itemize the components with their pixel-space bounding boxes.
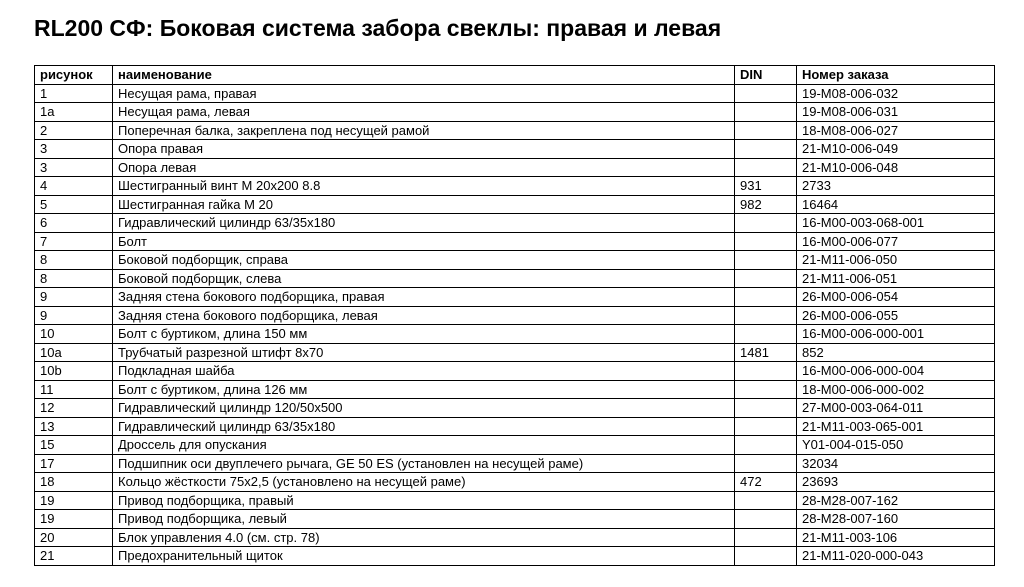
cell-name: Кольцо жёсткости 75x2,5 (установлено на несущей раме) bbox=[113, 473, 735, 492]
column-header-figure: рисунок bbox=[35, 66, 113, 85]
cell-name: Блок управления 4.0 (см. стр. 78) bbox=[113, 528, 735, 547]
cell-name: Задняя стена бокового подборщика, левая bbox=[113, 306, 735, 325]
table-row bbox=[35, 491, 995, 510]
cell-name: Подкладная шайба bbox=[113, 362, 735, 381]
cell-order-number: 21-M11-006-050 bbox=[797, 251, 995, 270]
table-row bbox=[35, 195, 995, 214]
table-row bbox=[35, 454, 995, 473]
cell-order-number: 16-M00-006-077 bbox=[797, 232, 995, 251]
cell-din bbox=[735, 325, 797, 344]
cell-order-number: Y01-004-015-050 bbox=[797, 436, 995, 455]
cell-order-number: 16-M00-006-000-004 bbox=[797, 362, 995, 381]
cell-din: 931 bbox=[735, 177, 797, 196]
cell-order-number: 32034 bbox=[797, 454, 995, 473]
cell-din bbox=[735, 306, 797, 325]
cell-din: 472 bbox=[735, 473, 797, 492]
cell-figure: 11 bbox=[35, 380, 113, 399]
cell-name: Трубчатый разрезной штифт 8x70 bbox=[113, 343, 735, 362]
cell-order-number: 21-M10-006-049 bbox=[797, 140, 995, 159]
column-header-din: DIN bbox=[735, 66, 797, 85]
cell-figure: 1 bbox=[35, 84, 113, 103]
cell-order-number: 19-M08-006-032 bbox=[797, 84, 995, 103]
cell-din bbox=[735, 491, 797, 510]
cell-figure: 3 bbox=[35, 158, 113, 177]
cell-name: Опора левая bbox=[113, 158, 735, 177]
cell-figure: 6 bbox=[35, 214, 113, 233]
table-row bbox=[35, 528, 995, 547]
cell-din bbox=[735, 399, 797, 418]
cell-order-number: 16464 bbox=[797, 195, 995, 214]
table-row bbox=[35, 103, 995, 122]
cell-din bbox=[735, 288, 797, 307]
cell-din bbox=[735, 158, 797, 177]
cell-order-number: 26-M00-006-055 bbox=[797, 306, 995, 325]
cell-name: Шестигранный винт М 20x200 8.8 bbox=[113, 177, 735, 196]
cell-figure: 19 bbox=[35, 510, 113, 529]
cell-figure: 5 bbox=[35, 195, 113, 214]
table-row bbox=[35, 473, 995, 492]
cell-din: 1481 bbox=[735, 343, 797, 362]
cell-order-number: 21-M11-003-065-001 bbox=[797, 417, 995, 436]
cell-figure: 10a bbox=[35, 343, 113, 362]
column-header-order-number: Номер заказа bbox=[797, 66, 995, 85]
cell-order-number: 27-M00-003-064-011 bbox=[797, 399, 995, 418]
cell-name: Болт с буртиком, длина 126 мм bbox=[113, 380, 735, 399]
cell-din bbox=[735, 362, 797, 381]
table-row bbox=[35, 140, 995, 159]
cell-name: Дроссель для опускания bbox=[113, 436, 735, 455]
cell-figure: 9 bbox=[35, 288, 113, 307]
cell-figure: 13 bbox=[35, 417, 113, 436]
cell-figure: 9 bbox=[35, 306, 113, 325]
cell-din bbox=[735, 380, 797, 399]
cell-order-number: 28-M28-007-162 bbox=[797, 491, 995, 510]
cell-din bbox=[735, 251, 797, 270]
page-title: RL200 СФ: Боковая система забора свеклы: правая и левая bbox=[34, 15, 722, 41]
cell-name: Несущая рама, правая bbox=[113, 84, 735, 103]
table-body bbox=[35, 84, 995, 565]
table-row bbox=[35, 547, 995, 566]
cell-din bbox=[735, 454, 797, 473]
cell-figure: 2 bbox=[35, 121, 113, 140]
cell-name: Привод подборщика, правый bbox=[113, 491, 735, 510]
table-row bbox=[35, 232, 995, 251]
cell-din bbox=[735, 84, 797, 103]
cell-din bbox=[735, 232, 797, 251]
cell-order-number: 2733 bbox=[797, 177, 995, 196]
cell-din bbox=[735, 417, 797, 436]
cell-din bbox=[735, 214, 797, 233]
table-row bbox=[35, 214, 995, 233]
table-row bbox=[35, 177, 995, 196]
cell-name: Шестигранная гайка М 20 bbox=[113, 195, 735, 214]
cell-name: Поперечная балка, закреплена под несущей рамой bbox=[113, 121, 735, 140]
table-row bbox=[35, 306, 995, 325]
cell-figure: 17 bbox=[35, 454, 113, 473]
cell-name: Болт с буртиком, длина 150 мм bbox=[113, 325, 735, 344]
table-row bbox=[35, 399, 995, 418]
cell-name: Подшипник оси двуплечего рычага, GE 50 ES (установлен на несущей раме) bbox=[113, 454, 735, 473]
cell-order-number: 21-M11-006-051 bbox=[797, 269, 995, 288]
cell-name: Боковой подборщик, слева bbox=[113, 269, 735, 288]
cell-figure: 1a bbox=[35, 103, 113, 122]
parts-table bbox=[34, 65, 995, 566]
cell-order-number: 28-M28-007-160 bbox=[797, 510, 995, 529]
cell-order-number: 18-M00-006-000-002 bbox=[797, 380, 995, 399]
cell-order-number: 18-M08-006-027 bbox=[797, 121, 995, 140]
column-header-name: наименование bbox=[113, 66, 735, 85]
table-row bbox=[35, 84, 995, 103]
cell-name: Несущая рама, левая bbox=[113, 103, 735, 122]
cell-din bbox=[735, 140, 797, 159]
cell-figure: 10b bbox=[35, 362, 113, 381]
cell-figure: 18 bbox=[35, 473, 113, 492]
cell-order-number: 23693 bbox=[797, 473, 995, 492]
cell-din bbox=[735, 121, 797, 140]
cell-order-number: 26-M00-006-054 bbox=[797, 288, 995, 307]
cell-figure: 21 bbox=[35, 547, 113, 566]
cell-figure: 10 bbox=[35, 325, 113, 344]
table-header-row bbox=[35, 66, 995, 85]
cell-figure: 3 bbox=[35, 140, 113, 159]
table-row bbox=[35, 510, 995, 529]
cell-order-number: 16-M00-006-000-001 bbox=[797, 325, 995, 344]
cell-order-number: 21-M10-006-048 bbox=[797, 158, 995, 177]
table-row bbox=[35, 288, 995, 307]
cell-din bbox=[735, 528, 797, 547]
table-row bbox=[35, 325, 995, 344]
cell-din bbox=[735, 510, 797, 529]
cell-figure: 8 bbox=[35, 251, 113, 270]
cell-figure: 7 bbox=[35, 232, 113, 251]
cell-order-number: 21-M11-003-106 bbox=[797, 528, 995, 547]
cell-order-number: 852 bbox=[797, 343, 995, 362]
cell-order-number: 21-M11-020-000-043 bbox=[797, 547, 995, 566]
cell-din: 982 bbox=[735, 195, 797, 214]
cell-name: Гидравлический цилиндр 63/35x180 bbox=[113, 417, 735, 436]
cell-name: Гидравлический цилиндр 120/50x500 bbox=[113, 399, 735, 418]
table-row bbox=[35, 251, 995, 270]
table-row bbox=[35, 158, 995, 177]
cell-order-number: 16-M00-003-068-001 bbox=[797, 214, 995, 233]
table-row bbox=[35, 380, 995, 399]
table-row bbox=[35, 343, 995, 362]
cell-name: Болт bbox=[113, 232, 735, 251]
table-row bbox=[35, 436, 995, 455]
cell-din bbox=[735, 547, 797, 566]
cell-figure: 4 bbox=[35, 177, 113, 196]
table-row bbox=[35, 417, 995, 436]
cell-name: Гидравлический цилиндр 63/35x180 bbox=[113, 214, 735, 233]
table-row bbox=[35, 269, 995, 288]
cell-name: Задняя стена бокового подборщика, правая bbox=[113, 288, 735, 307]
cell-figure: 19 bbox=[35, 491, 113, 510]
cell-order-number: 19-M08-006-031 bbox=[797, 103, 995, 122]
cell-figure: 15 bbox=[35, 436, 113, 455]
cell-figure: 20 bbox=[35, 528, 113, 547]
cell-name: Боковой подборщик, справа bbox=[113, 251, 735, 270]
cell-din bbox=[735, 269, 797, 288]
cell-name: Предохранительный щиток bbox=[113, 547, 735, 566]
cell-name: Опора правая bbox=[113, 140, 735, 159]
cell-figure: 12 bbox=[35, 399, 113, 418]
cell-din bbox=[735, 436, 797, 455]
cell-name: Привод подборщика, левый bbox=[113, 510, 735, 529]
table-row bbox=[35, 121, 995, 140]
cell-figure: 8 bbox=[35, 269, 113, 288]
table-row bbox=[35, 362, 995, 381]
cell-din bbox=[735, 103, 797, 122]
